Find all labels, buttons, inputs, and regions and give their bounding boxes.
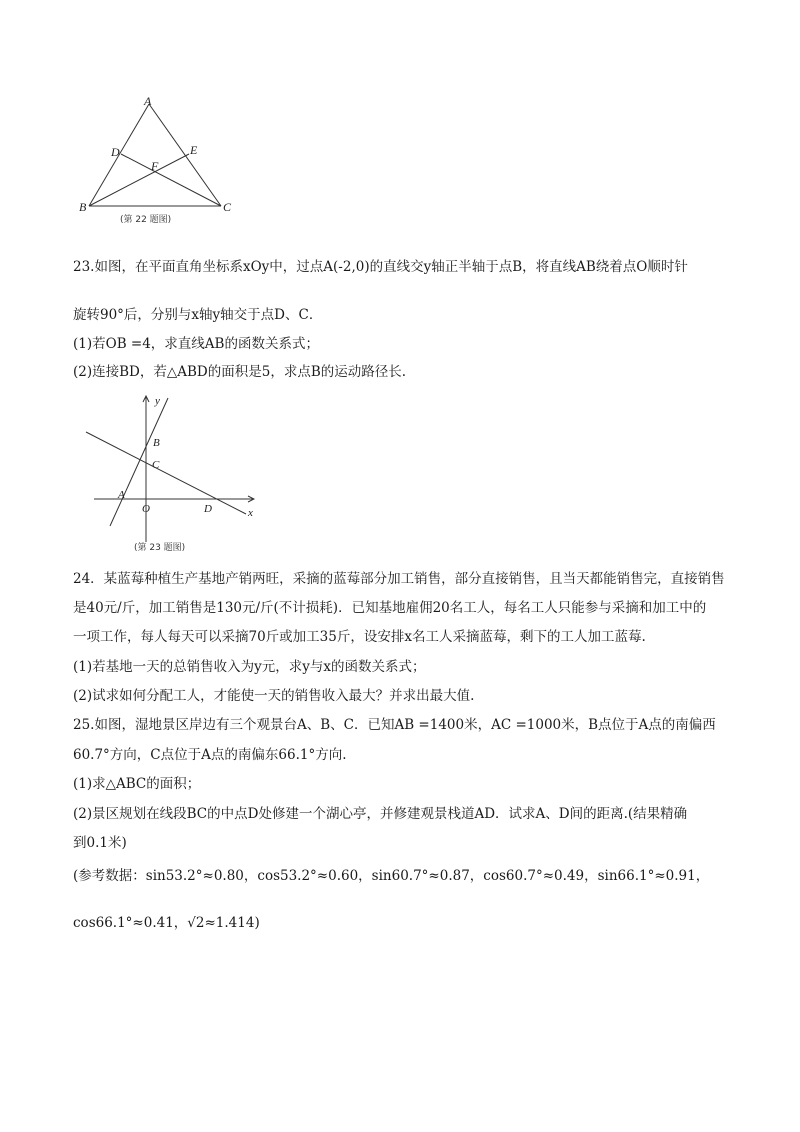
q23-line2: 旋转90°后，分别与x轴y轴交于点D、C． bbox=[73, 307, 323, 323]
axis-label-y: y bbox=[155, 395, 160, 407]
q24-part1: (1)若基地一天的总销售收入为y元，求y与x的函数关系式； bbox=[73, 659, 426, 675]
label-f: F bbox=[151, 159, 159, 173]
q25-reference-data-2: cos66.1°≈0.41，√2≈1.414) bbox=[73, 915, 260, 931]
q24-part2: (2)试求如何分配工人，才能使一天的销售收入最大？并求出最大值. bbox=[73, 688, 475, 704]
label-o: O bbox=[142, 503, 150, 515]
label-b: B bbox=[153, 437, 160, 449]
q24-line2: 是40元/斤，加工销售是130元/斤(不计损耗)．已知基地雇佣20名工人，每名工人只能参与采摘和加工中的 bbox=[73, 600, 707, 616]
q25-part2a: (2)景区规划在线段BC的中点D处修建一个湖心亭，并修建观景栈道AD．试求A、D间的距离.(结果精确 bbox=[73, 806, 688, 822]
label-a: A bbox=[118, 489, 125, 501]
q25-line2: 60.7°方向，C点位于A点的南偏东66.1°方向. bbox=[73, 747, 347, 763]
q23-part1: (1)若OB =4，求直线AB的函数关系式； bbox=[73, 336, 319, 352]
figure-23-caption: (第 23 题图) bbox=[134, 543, 186, 553]
q25-part1: (1)求△ABC的面积； bbox=[73, 776, 201, 792]
q23-part2: (2)连接BD，若△ABD的面积是5，求点B的运动路径长. bbox=[73, 364, 407, 380]
label-d: D bbox=[111, 145, 120, 159]
label-c: C bbox=[223, 200, 232, 214]
label-a: A bbox=[144, 96, 152, 108]
q23-line1: 23.如图，在平面直角坐标系xOy中，过点A(-2,0)的直线交y轴正半轴于点B，将直线AB绕着点O顺时针 bbox=[73, 259, 688, 275]
q25-line1: 25.如图，湿地景区岸边有三个观景台A、B、C．已知AB =1400米，AC =1000米，B点位于A点的南偏西 bbox=[73, 717, 716, 733]
figure-22 bbox=[76, 96, 236, 224]
line-cd bbox=[86, 432, 246, 514]
q24-line1: 24．某蓝莓种植生产基地产销两旺，采摘的蓝莓部分加工销售，部分直接销售，且当天都能销售完，直接销售 bbox=[73, 571, 725, 587]
figure-23-diagram bbox=[82, 392, 262, 556]
figure-23 bbox=[82, 392, 262, 556]
q25-reference-data-1: (参考数据：sin53.2°≈0.80，cos53.2°≈0.60，sin60.7°≈0.87，cos60.7°≈0.49，sin66.1°≈0.91， bbox=[73, 868, 710, 884]
axis-label-x: x bbox=[248, 507, 253, 519]
label-b: B bbox=[79, 200, 87, 214]
figure-22-diagram bbox=[76, 96, 236, 224]
label-c: C bbox=[152, 459, 160, 471]
label-e: E bbox=[190, 143, 198, 157]
segment-ac bbox=[149, 104, 221, 206]
figure-22-caption: (第 22 题图) bbox=[120, 215, 172, 224]
q25-part2b: 到0.1米) bbox=[73, 835, 127, 851]
q24-line3: 一项工作，每人每天可以采摘70斤或加工35斤，设安排x名工人采摘蓝莓，剩下的工人加工蓝莓. bbox=[73, 629, 646, 645]
label-d: D bbox=[204, 503, 212, 515]
segment-dc bbox=[121, 154, 221, 206]
